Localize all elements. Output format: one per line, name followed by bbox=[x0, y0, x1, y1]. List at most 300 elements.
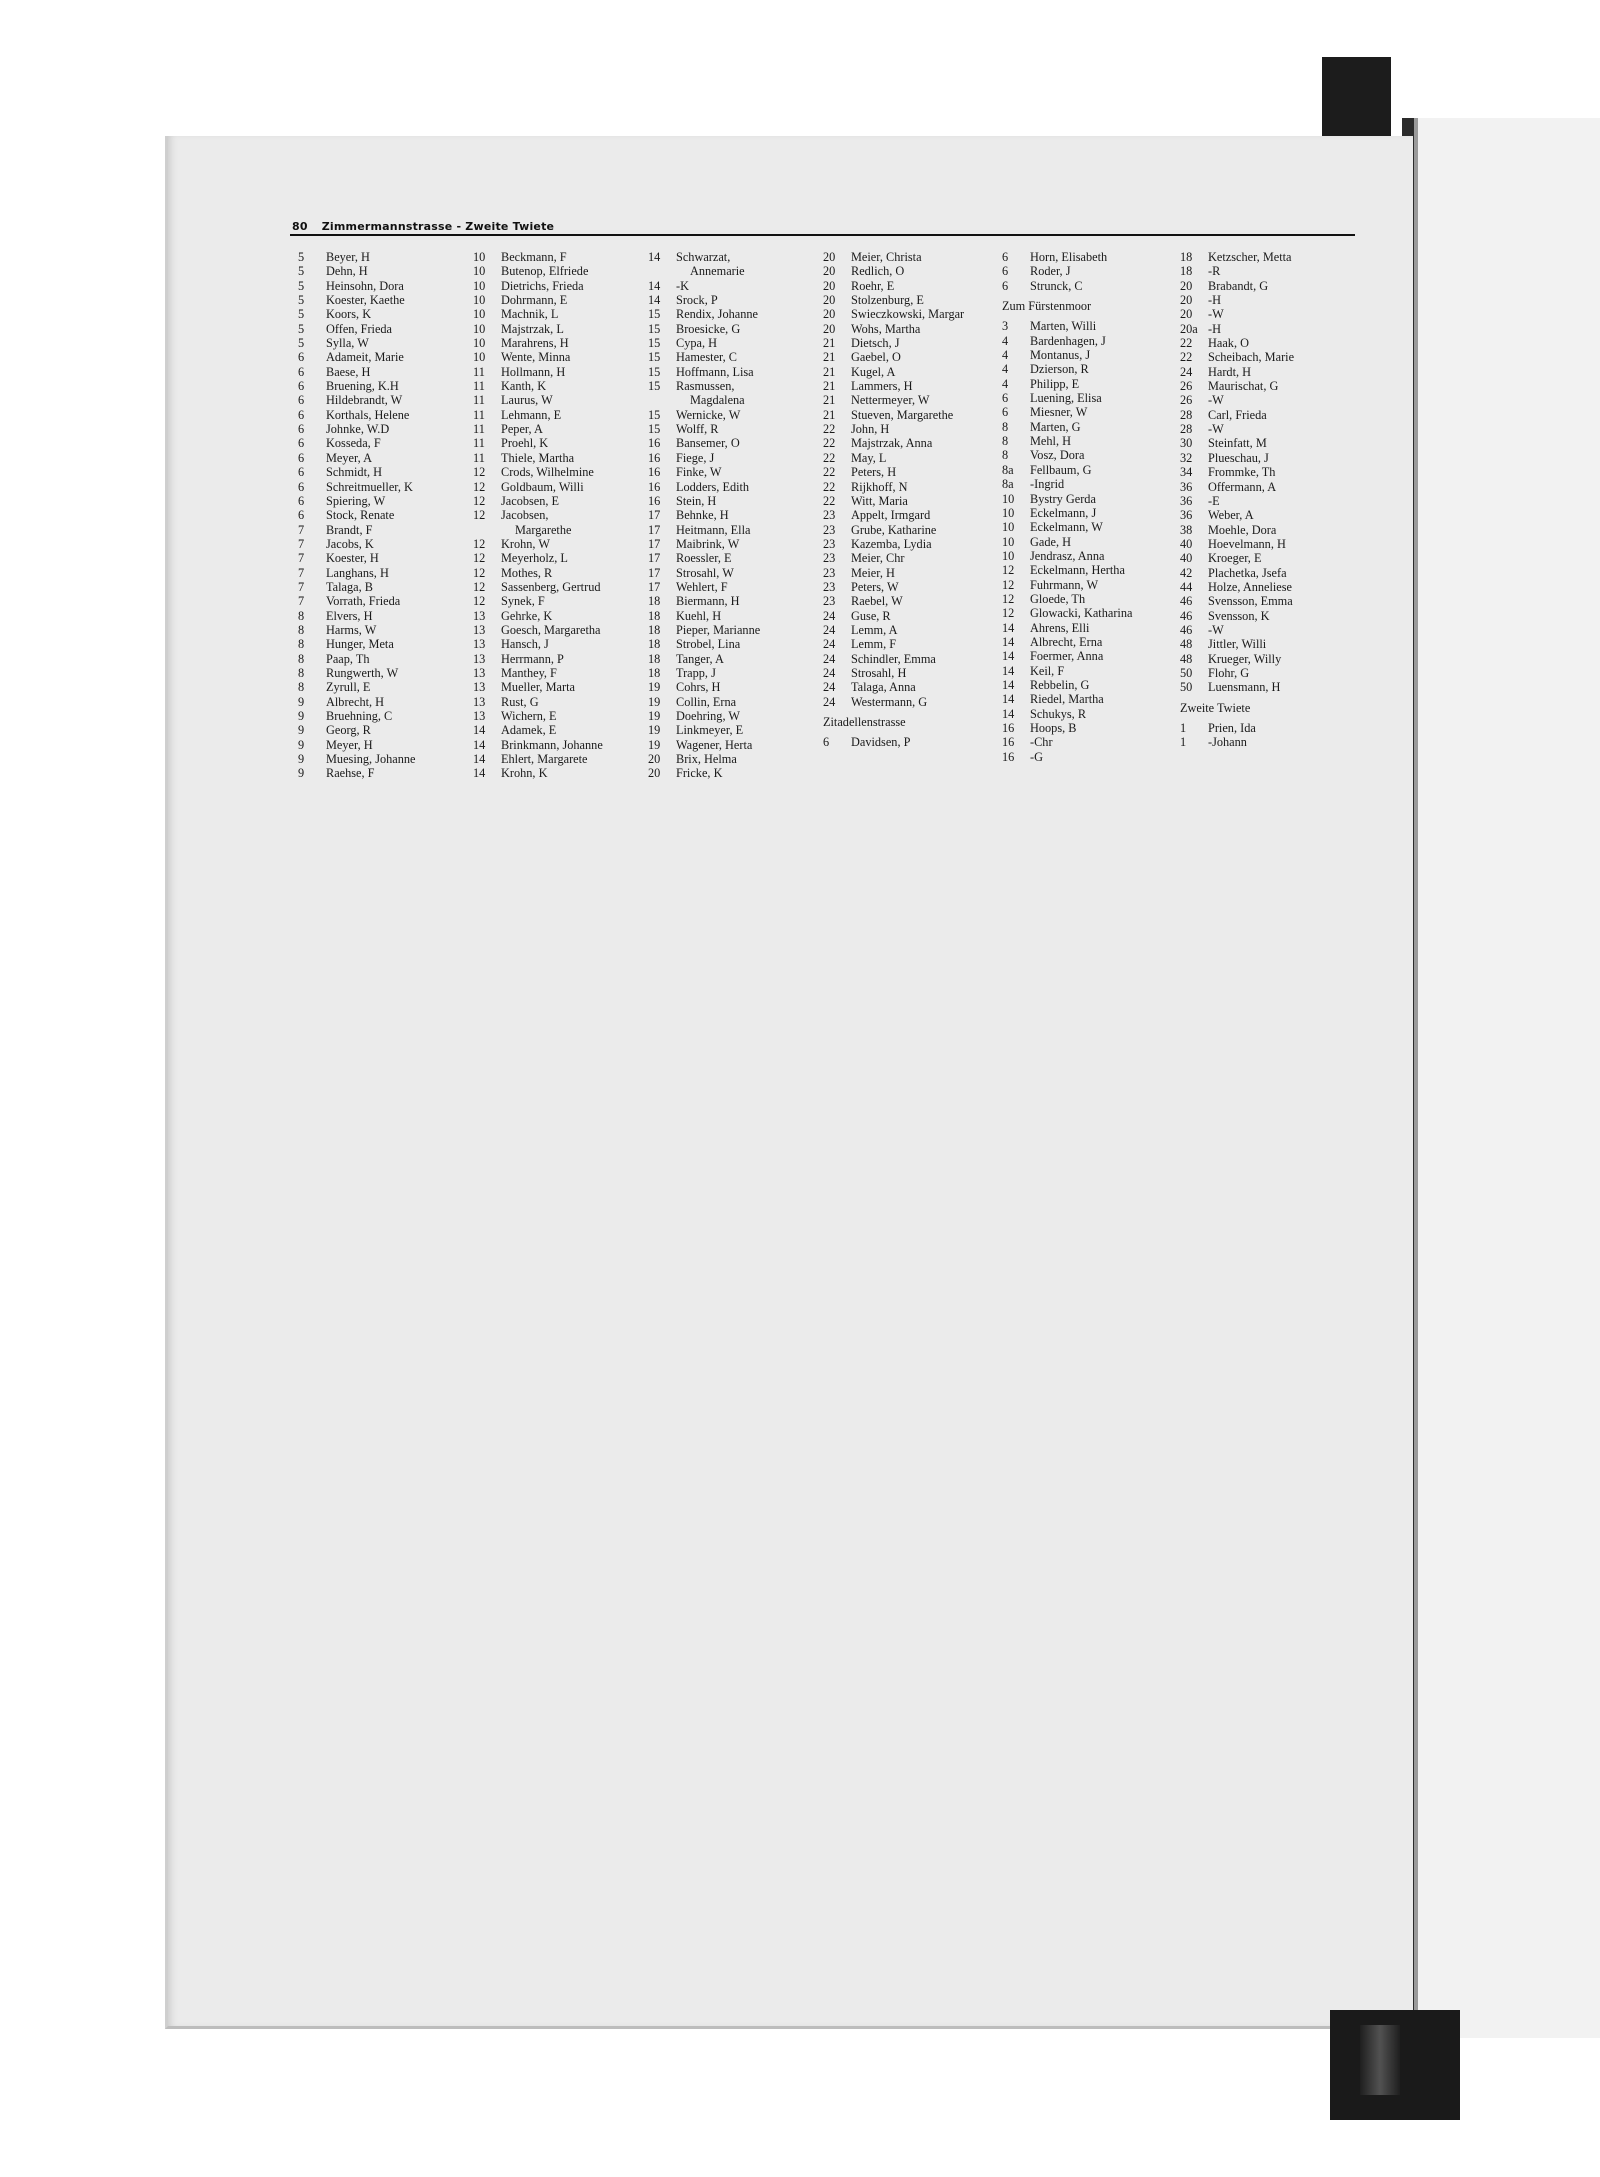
directory-entry bbox=[473, 408, 603, 422]
house-number: 12 bbox=[473, 579, 486, 594]
resident-name: Annemarie bbox=[690, 264, 745, 279]
house-number: 16 bbox=[1002, 749, 1015, 764]
resident-name: Brinkmann, Johanne bbox=[501, 737, 603, 752]
directory-entry bbox=[473, 365, 603, 379]
house-number: 18 bbox=[648, 637, 661, 652]
house-number: 14 bbox=[1002, 706, 1015, 721]
directory-entry bbox=[1180, 735, 1294, 749]
house-number: 11 bbox=[473, 393, 485, 408]
house-number: 15 bbox=[648, 379, 661, 394]
directory-entry bbox=[473, 695, 603, 709]
house-number: 28 bbox=[1180, 422, 1193, 437]
house-number: 11 bbox=[473, 436, 485, 451]
resident-name: Meyerholz, L bbox=[501, 551, 568, 566]
resident-name: Rasmussen, bbox=[676, 379, 735, 394]
resident-name: Stolzenburg, E bbox=[851, 293, 924, 308]
house-number: 13 bbox=[473, 709, 486, 723]
house-number: 30 bbox=[1180, 436, 1193, 451]
directory-entry bbox=[823, 408, 964, 422]
house-number: 18 bbox=[1180, 264, 1193, 279]
resident-name: Miesner, W bbox=[1030, 405, 1088, 420]
resident-name: Peters, H bbox=[851, 465, 897, 480]
directory-entry bbox=[473, 609, 603, 623]
resident-name: Hunger, Meta bbox=[326, 637, 394, 652]
directory-entry bbox=[1180, 623, 1294, 637]
house-number: 10 bbox=[473, 250, 486, 264]
directory-entry bbox=[298, 451, 415, 465]
resident-name: Strunck, C bbox=[1030, 278, 1083, 293]
house-number: 1 bbox=[1180, 721, 1187, 735]
resident-name: Kugel, A bbox=[851, 364, 896, 379]
directory-entry bbox=[298, 523, 415, 537]
house-number: 16 bbox=[1002, 735, 1015, 750]
house-number: 18 bbox=[648, 608, 661, 623]
house-number: 8 bbox=[298, 637, 305, 652]
directory-entry bbox=[298, 250, 415, 264]
house-number: 15 bbox=[648, 407, 661, 422]
resident-name: Holze, Anneliese bbox=[1208, 579, 1293, 594]
house-number: 21 bbox=[823, 364, 836, 379]
house-number: 10 bbox=[473, 293, 486, 308]
resident-name: Kanth, K bbox=[501, 379, 547, 394]
house-number: 22 bbox=[823, 450, 836, 465]
resident-name: Lodders, Edith bbox=[676, 479, 750, 494]
house-number: 11 bbox=[473, 422, 485, 437]
house-number: 6 bbox=[298, 379, 305, 394]
resident-name: Wichern, E bbox=[501, 709, 557, 723]
directory-entry bbox=[1002, 649, 1132, 663]
resident-name: Kazemba, Lydia bbox=[851, 536, 932, 551]
resident-name: Eckelmann, Hertha bbox=[1030, 563, 1125, 578]
directory-entry bbox=[648, 508, 760, 522]
house-number: 22 bbox=[1180, 336, 1193, 351]
resident-name: Hoffmann, Lisa bbox=[676, 364, 754, 379]
directory-entry bbox=[823, 623, 964, 637]
directory-entry bbox=[298, 666, 415, 680]
directory-entry bbox=[1002, 448, 1132, 462]
house-number bbox=[648, 393, 676, 407]
resident-name: Hardt, H bbox=[1208, 364, 1252, 379]
house-number: 22 bbox=[823, 479, 836, 494]
directory-entry bbox=[1180, 336, 1294, 350]
directory-entry bbox=[1002, 592, 1132, 606]
house-number: 17 bbox=[648, 579, 661, 594]
house-number: 12 bbox=[1002, 563, 1015, 578]
house-number: 8a bbox=[1002, 477, 1014, 492]
resident-name: Albrecht, H bbox=[326, 694, 385, 709]
directory-entry bbox=[823, 379, 964, 393]
resident-name: Ehlert, Margarete bbox=[501, 752, 588, 767]
directory-entry bbox=[298, 336, 415, 350]
house-number: 16 bbox=[648, 493, 661, 508]
resident-name: Sylla, W bbox=[326, 336, 369, 351]
directory-entry bbox=[473, 422, 603, 436]
resident-name: Grube, Katharine bbox=[851, 522, 937, 537]
house-number: 9 bbox=[298, 766, 305, 781]
resident-name: Wolff, R bbox=[676, 422, 719, 437]
resident-name: Linkmeyer, E bbox=[676, 723, 744, 738]
directory-entry bbox=[473, 566, 603, 580]
house-number: 24 bbox=[823, 622, 836, 637]
directory-entry bbox=[823, 422, 964, 436]
directory-entry bbox=[473, 551, 603, 565]
house-number: 12 bbox=[1002, 577, 1015, 592]
house-number: 10 bbox=[1002, 505, 1015, 520]
house-number: 11 bbox=[473, 364, 485, 379]
resident-name: Hildebrandt, W bbox=[326, 393, 403, 408]
house-number: 23 bbox=[823, 536, 836, 551]
directory-entry bbox=[473, 264, 603, 278]
resident-name: Rungwerth, W bbox=[326, 665, 399, 680]
directory-entry bbox=[473, 637, 603, 651]
house-number: 18 bbox=[648, 651, 661, 666]
resident-name: Elvers, H bbox=[326, 608, 373, 623]
directory-entry bbox=[473, 379, 603, 393]
house-number: 12 bbox=[473, 465, 486, 480]
book-spine-edge bbox=[1414, 118, 1418, 2018]
house-number: 6 bbox=[1002, 264, 1009, 279]
resident-name: Hamester, C bbox=[676, 350, 737, 365]
house-number: 32 bbox=[1180, 450, 1193, 465]
directory-entry bbox=[1002, 405, 1132, 419]
directory-entry bbox=[1002, 535, 1132, 549]
facing-page bbox=[1418, 118, 1600, 2038]
house-number: 10 bbox=[1002, 491, 1015, 506]
directory-entry bbox=[298, 723, 415, 737]
resident-name: Gade, H bbox=[1030, 534, 1071, 549]
house-number: 6 bbox=[1002, 250, 1009, 264]
house-number: 10 bbox=[473, 278, 486, 293]
directory-entry bbox=[823, 365, 964, 379]
directory-entry bbox=[648, 637, 760, 651]
directory-entry bbox=[648, 551, 760, 565]
house-number: 6 bbox=[298, 364, 305, 379]
resident-name: Lammers, H bbox=[851, 379, 913, 394]
house-number: 48 bbox=[1180, 651, 1193, 666]
resident-name: Rebbelin, G bbox=[1030, 677, 1090, 692]
directory-entry bbox=[648, 307, 760, 321]
resident-name: Laurus, W bbox=[501, 393, 553, 408]
resident-name: -W bbox=[1208, 622, 1224, 637]
directory-entry bbox=[473, 494, 603, 508]
house-number: 21 bbox=[823, 336, 836, 351]
directory-entry bbox=[823, 680, 964, 694]
house-number: 17 bbox=[648, 551, 661, 566]
directory-entry bbox=[298, 293, 415, 307]
directory-entry bbox=[298, 551, 415, 565]
directory-entry bbox=[823, 250, 964, 264]
resident-name: Meyer, H bbox=[326, 737, 373, 752]
directory-entry bbox=[298, 623, 415, 637]
house-number: 46 bbox=[1180, 594, 1193, 609]
house-number: 24 bbox=[823, 694, 836, 709]
resident-name: Guse, R bbox=[851, 608, 891, 623]
directory-entry bbox=[298, 580, 415, 594]
house-number: 7 bbox=[298, 579, 305, 594]
resident-name: Johnke, W.D bbox=[326, 422, 390, 437]
directory-entry bbox=[1002, 420, 1132, 434]
directory-entry bbox=[1180, 508, 1294, 522]
house-number: 15 bbox=[648, 364, 661, 379]
resident-name: -Ingrid bbox=[1030, 477, 1065, 492]
resident-name: Margarethe bbox=[515, 522, 572, 537]
house-number: 4 bbox=[1002, 376, 1009, 391]
house-number: 6 bbox=[298, 422, 305, 437]
house-number: 20 bbox=[1180, 278, 1193, 293]
resident-name: Hansch, J bbox=[501, 637, 549, 652]
house-number: 12 bbox=[1002, 606, 1015, 621]
house-number: 6 bbox=[298, 393, 305, 408]
directory-entry bbox=[1002, 319, 1132, 333]
resident-name: Meier, Chr bbox=[851, 551, 905, 566]
resident-name: Moehle, Dora bbox=[1208, 522, 1277, 537]
directory-entry bbox=[1180, 580, 1294, 594]
resident-name: Sassenberg, Gertrud bbox=[501, 579, 601, 594]
house-number: 7 bbox=[298, 536, 305, 551]
resident-name: Paap, Th bbox=[326, 651, 370, 666]
directory-entry bbox=[1180, 451, 1294, 465]
resident-name: Weber, A bbox=[1208, 508, 1254, 523]
directory-entry bbox=[1002, 578, 1132, 592]
resident-name: Wernicke, W bbox=[676, 407, 741, 422]
house-number: 10 bbox=[1002, 534, 1015, 549]
directory-entry bbox=[1180, 250, 1294, 264]
resident-name: Wehlert, F bbox=[676, 579, 728, 594]
house-number: 21 bbox=[823, 379, 836, 394]
house-number: 26 bbox=[1180, 379, 1193, 394]
house-number: 14 bbox=[473, 752, 486, 767]
directory-entry bbox=[1180, 350, 1294, 364]
directory-entry bbox=[823, 735, 964, 749]
resident-name: Broesicke, G bbox=[676, 321, 741, 336]
resident-name: Adameit, Marie bbox=[326, 350, 404, 365]
resident-name: Meier, H bbox=[851, 565, 895, 580]
house-number: 19 bbox=[648, 694, 661, 709]
house-number: 3 bbox=[1002, 319, 1009, 334]
directory-entry bbox=[473, 465, 603, 479]
house-number: 19 bbox=[648, 737, 661, 752]
house-number: 8 bbox=[298, 608, 305, 623]
house-number: 7 bbox=[298, 551, 305, 566]
resident-name: -H bbox=[1208, 293, 1221, 308]
directory-entry bbox=[648, 652, 760, 666]
house-number: 5 bbox=[298, 293, 305, 308]
resident-name: Dietsch, J bbox=[851, 336, 900, 351]
resident-name: Hoevelmann, H bbox=[1208, 536, 1286, 551]
directory-entry bbox=[1002, 721, 1132, 735]
house-number: 14 bbox=[473, 766, 486, 781]
house-number: 14 bbox=[1002, 634, 1015, 649]
directory-entry bbox=[298, 652, 415, 666]
directory-entry bbox=[473, 666, 603, 680]
resident-name: Heitmann, Ella bbox=[676, 522, 751, 537]
house-number: 6 bbox=[298, 450, 305, 465]
house-number: 36 bbox=[1180, 508, 1193, 523]
house-number: 9 bbox=[298, 723, 305, 738]
resident-name: Zyrull, E bbox=[326, 680, 371, 695]
directory-entry bbox=[298, 307, 415, 321]
directory-entry bbox=[823, 307, 964, 321]
directory-entry bbox=[648, 293, 760, 307]
directory-entry bbox=[298, 365, 415, 379]
directory-entry bbox=[473, 752, 603, 766]
directory-entry bbox=[1180, 494, 1294, 508]
directory-entry bbox=[298, 594, 415, 608]
resident-name: Jacobsen, E bbox=[501, 493, 560, 508]
directory-entry bbox=[648, 695, 760, 709]
directory-entry bbox=[298, 566, 415, 580]
house-number: 19 bbox=[648, 723, 661, 738]
house-number: 6 bbox=[298, 407, 305, 422]
resident-name: -Chr bbox=[1030, 735, 1053, 750]
house-number: 23 bbox=[823, 579, 836, 594]
directory-entry bbox=[298, 350, 415, 364]
house-number: 13 bbox=[473, 637, 486, 652]
resident-name: Korthals, Helene bbox=[326, 407, 410, 422]
resident-name: Rust, G bbox=[501, 694, 539, 709]
house-number: 20 bbox=[823, 307, 836, 322]
directory-entry bbox=[1002, 463, 1132, 477]
house-number: 1 bbox=[1180, 735, 1187, 750]
house-number: 10 bbox=[473, 321, 486, 336]
house-number: 8a bbox=[1002, 462, 1014, 477]
resident-name: Foermer, Anna bbox=[1030, 649, 1104, 664]
house-number: 14 bbox=[648, 293, 661, 308]
house-number: 24 bbox=[823, 665, 836, 680]
resident-name: -G bbox=[1030, 749, 1043, 764]
resident-name: Brix, Helma bbox=[676, 752, 737, 767]
directory-entry bbox=[1180, 322, 1294, 336]
directory-entry bbox=[1180, 393, 1294, 407]
resident-name: Dietrichs, Frieda bbox=[501, 278, 584, 293]
directory-entry bbox=[648, 408, 760, 422]
resident-name: Mueller, Marta bbox=[501, 680, 575, 695]
directory-entry bbox=[473, 594, 603, 608]
resident-name: Kuehl, H bbox=[676, 608, 722, 623]
house-number: 12 bbox=[473, 594, 486, 609]
house-number: 13 bbox=[473, 622, 486, 637]
directory-entry bbox=[823, 264, 964, 278]
directory-entry bbox=[1180, 594, 1294, 608]
directory-entry bbox=[473, 279, 603, 293]
directory-entry bbox=[298, 695, 415, 709]
directory-entry bbox=[1180, 365, 1294, 379]
resident-name: Jacobsen, bbox=[501, 508, 549, 523]
house-number: 13 bbox=[473, 665, 486, 680]
resident-name: Kosseda, F bbox=[326, 436, 381, 451]
directory-entry bbox=[823, 494, 964, 508]
resident-name: Baese, H bbox=[326, 364, 371, 379]
resident-name: Plachetka, Jsefa bbox=[1208, 565, 1287, 580]
house-number: 20 bbox=[823, 250, 836, 264]
directory-entry bbox=[1180, 666, 1294, 680]
house-number: 50 bbox=[1180, 665, 1193, 680]
directory-entry bbox=[298, 422, 415, 436]
directory-entry bbox=[823, 609, 964, 623]
binder-clip-top bbox=[1322, 57, 1391, 137]
resident-name: Marahrens, H bbox=[501, 336, 569, 351]
house-number: 28 bbox=[1180, 407, 1193, 422]
directory-entry bbox=[473, 336, 603, 350]
resident-name: Steinfatt, M bbox=[1208, 436, 1267, 451]
house-number: 21 bbox=[823, 407, 836, 422]
house-number: 22 bbox=[823, 436, 836, 451]
directory-entry bbox=[648, 766, 760, 780]
directory-entry bbox=[648, 594, 760, 608]
directory-entry bbox=[1180, 379, 1294, 393]
directory-entry bbox=[1002, 506, 1132, 520]
house-number: 16 bbox=[648, 465, 661, 480]
house-number: 14 bbox=[1002, 663, 1015, 678]
resident-name: Talaga, B bbox=[326, 579, 373, 594]
resident-name: Dzierson, R bbox=[1030, 362, 1089, 377]
house-number: 13 bbox=[473, 694, 486, 709]
house-number: 6 bbox=[1002, 278, 1009, 293]
directory-entry bbox=[823, 393, 964, 407]
directory-entry bbox=[473, 250, 603, 264]
house-number: 8 bbox=[1002, 448, 1009, 463]
directory-entry bbox=[1180, 408, 1294, 422]
house-number: 11 bbox=[473, 450, 485, 465]
house-number: 9 bbox=[298, 737, 305, 752]
house-number: 5 bbox=[298, 250, 305, 264]
directory-entry bbox=[473, 738, 603, 752]
house-number: 10 bbox=[473, 307, 486, 322]
directory-entry bbox=[648, 566, 760, 580]
directory-entry bbox=[1180, 279, 1294, 293]
resident-name: Mehl, H bbox=[1030, 434, 1071, 449]
directory-entry bbox=[1002, 549, 1132, 563]
house-number: 10 bbox=[1002, 548, 1015, 563]
house-number: 15 bbox=[648, 350, 661, 365]
resident-name: Wente, Minna bbox=[501, 350, 571, 365]
resident-name: -W bbox=[1208, 393, 1224, 408]
resident-name: Haak, O bbox=[1208, 336, 1249, 351]
resident-name: Flohr, G bbox=[1208, 665, 1250, 680]
resident-name: Schukys, R bbox=[1030, 706, 1087, 721]
resident-name: Gaebel, O bbox=[851, 350, 901, 365]
directory-entry bbox=[648, 379, 760, 393]
resident-name: Scheibach, Marie bbox=[1208, 350, 1295, 365]
directory-entry bbox=[298, 264, 415, 278]
resident-name: Plueschau, J bbox=[1208, 450, 1269, 465]
directory-entry bbox=[1002, 477, 1132, 491]
directory-entry bbox=[823, 695, 964, 709]
directory-entry bbox=[1180, 652, 1294, 666]
street-heading: Zum Fürstenmoor bbox=[1002, 299, 1092, 314]
directory-entry bbox=[823, 436, 964, 450]
house-number: 16 bbox=[1002, 721, 1015, 735]
directory-column-2 bbox=[473, 250, 603, 781]
resident-name: Albrecht, Erna bbox=[1030, 634, 1103, 649]
house-number: 6 bbox=[1002, 405, 1009, 420]
resident-name: Appelt, Irmgard bbox=[851, 508, 931, 523]
resident-name: Jendrasz, Anna bbox=[1030, 548, 1105, 563]
directory-entry bbox=[648, 523, 760, 537]
resident-name: Spiering, W bbox=[326, 493, 386, 508]
resident-name: Tanger, A bbox=[676, 651, 724, 666]
street-heading: Zweite Twiete bbox=[1180, 700, 1251, 715]
directory-entry bbox=[648, 465, 760, 479]
house-number: 10 bbox=[1002, 520, 1015, 535]
directory-entry bbox=[1180, 264, 1294, 278]
resident-name: Krohn, K bbox=[501, 766, 548, 781]
directory-entry bbox=[648, 680, 760, 694]
house-number: 13 bbox=[473, 608, 486, 623]
directory-entry bbox=[473, 393, 603, 407]
resident-name: Marten, G bbox=[1030, 419, 1081, 434]
resident-name: Hoops, B bbox=[1030, 721, 1077, 735]
